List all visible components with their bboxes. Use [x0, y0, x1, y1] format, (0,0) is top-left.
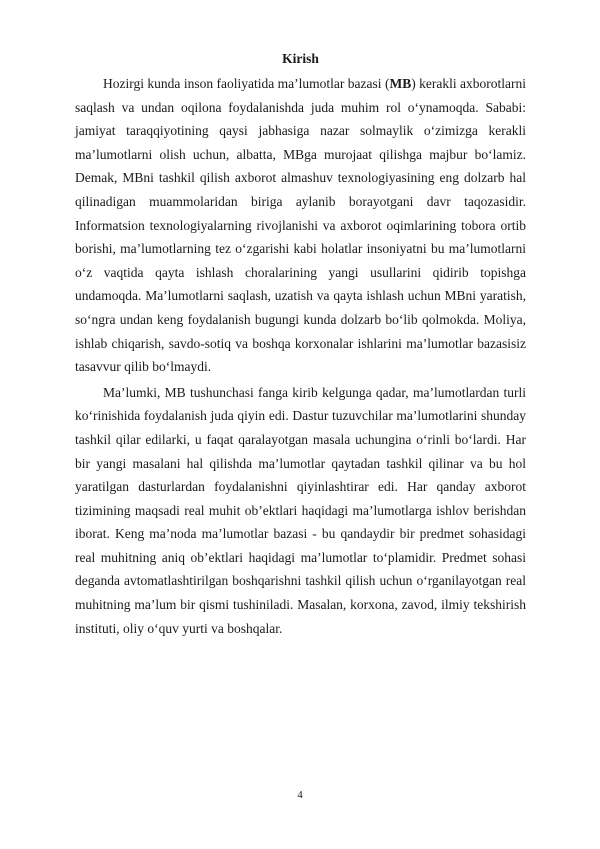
paragraph-1-text-a: Hozirgi kunda inson faoliyatida ma’lumotlar bazasi (	[103, 76, 390, 91]
page-number: 4	[297, 789, 303, 801]
paragraph-1	[75, 72, 526, 379]
mb-abbreviation-bold: MB	[389, 76, 412, 91]
paragraph-2	[75, 381, 526, 641]
paragraph-1-text-b: ) kerakli axborotlarni saqlash va undan oqilona foydalanishda juda muhim rol o‘ynamoqda. Sababi: jamiyat taraqqiyotining qaysi jabhasiga nazar solmaylik o‘zimizga kerakli ma’lumotlarni olish uchun, albatta, MBga murojaat qilishga majbur bo‘lamiz. Demak, MBni tashkil qilish axborot almashuv texnologiyasining eng dolzarb hal qilinadigan muammolaridan biriga aylanib borayotgani davr taqozasidir. Informatsion texnologiyalarning rivojlanishi va axborot oqimlarining tobora ortib borishi, ma’lumotlarning tez o‘zgarishi kabi holatlar insoniyatni bu ma’lumotlarni o‘z vaqtida qayta ishlash choralarining yangi usullarini qidirib topishga undamoqda. Ma’lumotlarni saqlash, uzatish va qayta ishlash uchun MBni yaratish, so‘ngra undan keng foydalanish bugungi kunda dolzarb bo‘lib qolmokda. Moliya, ishlab chiqarish, savdo-sotiq va boshqa korxonalar ishlarini ma’lumotlar bazasisiz tasavvur qilib bo‘lmaydi.	[75, 76, 526, 375]
paragraph-2-text: Ma’lumki, MB tushunchasi fanga kirib kelgunga qadar, ma’lumotlardan turli ko‘rinishida foydalanish juda qiyin edi. Dastur tuzuvchilar ma’lumotlarini shunday tashkil qilar edilarki, u faqat qaralayotgan masala uchungina o‘rinli bo‘lardi. Har bir yangi masalani hal qilishda ma’lumotlar qaytadan tashkil qilinar va bu hol yaratilgan dasturlardan foydalanishni qiyinlashtirar edi. Har qanday axborot tizimining maqsadi real muhit ob’ektlari haqidagi ma’lumotlarga ishlov berishdan iborat. Keng ma’noda ma’lumotlar bazasi - bu qandaydir bir predmet sohasidagi real muhitning aniq ob’ektlari haqidagi ma’lumotlar to‘plamidir. Predmet sohasi deganda avtomatlashtirilgan boshqarishni tashkil qilish uchun o‘rganilayotgan real muhitning ma’lum bir qismi tushiniladi. Masalan, korxona, zavod, ilmiy tekshirish instituti, oliy o‘quv yurti va boshqalar.	[75, 384, 526, 636]
page-title: Kirish	[282, 51, 319, 66]
page-body	[75, 48, 526, 640]
